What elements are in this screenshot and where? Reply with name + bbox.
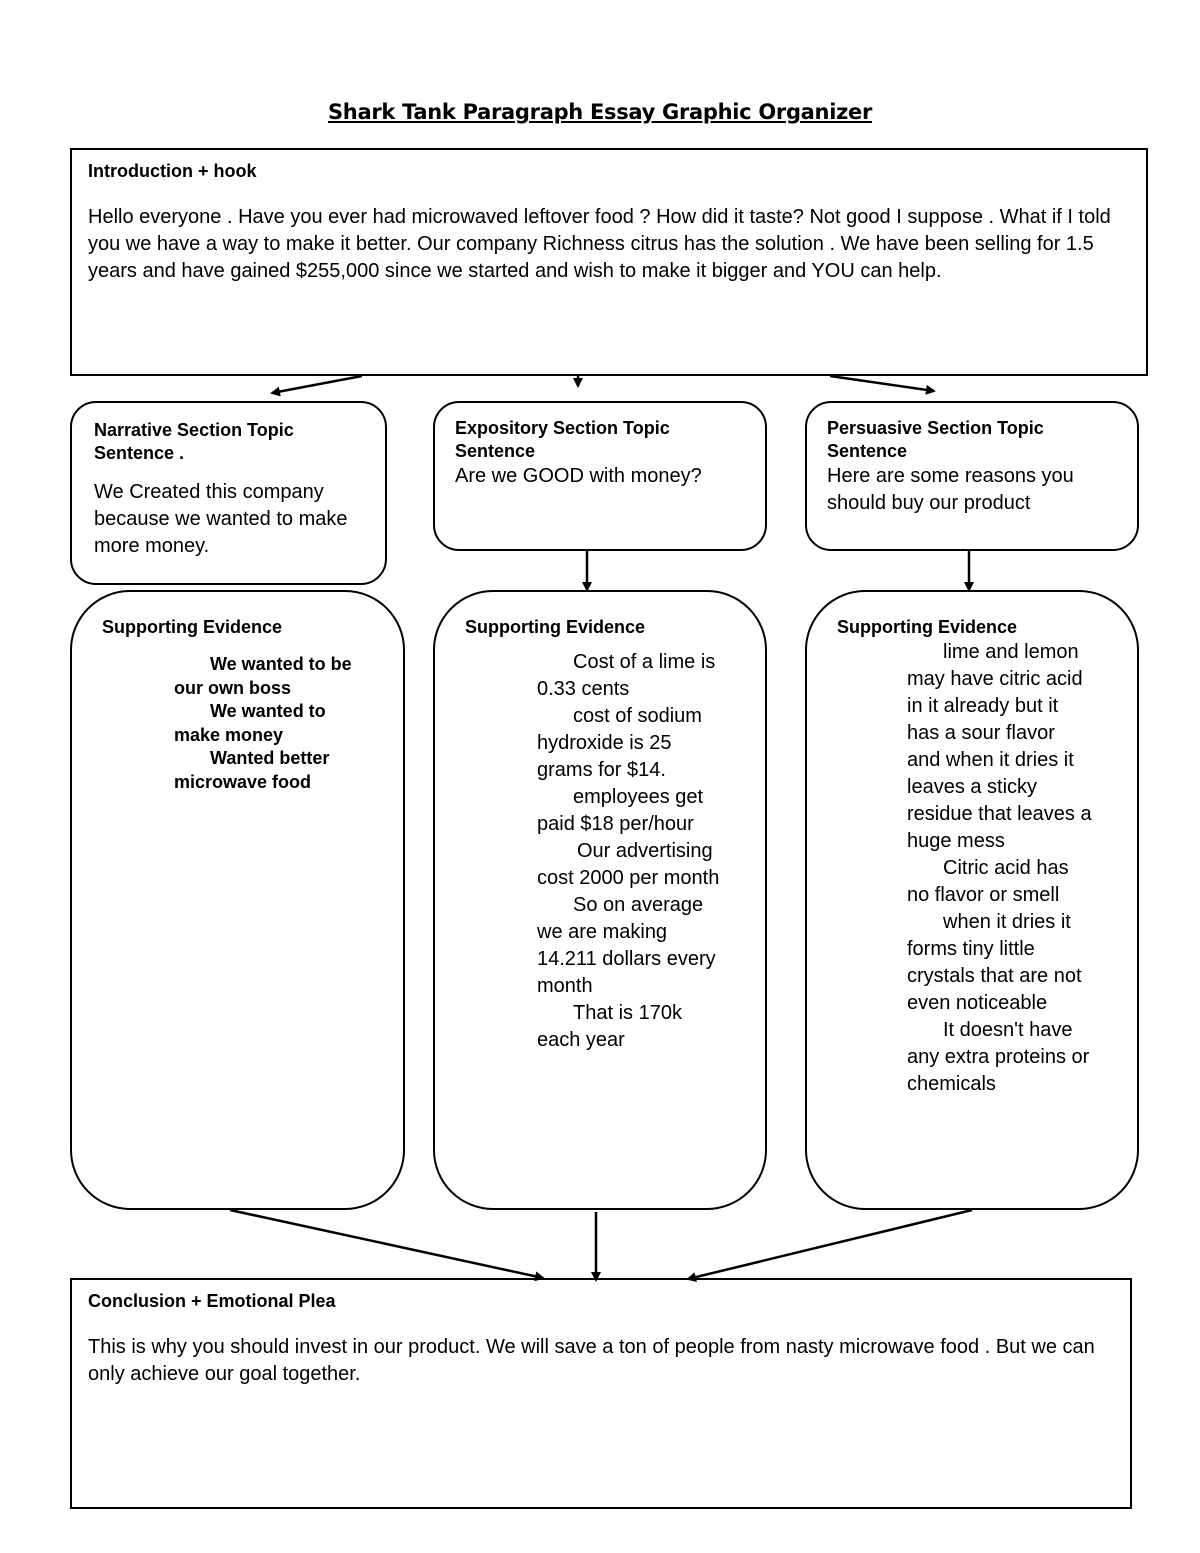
evidence-line: We wanted to be — [210, 654, 352, 674]
narrative-heading-line2: Sentence . — [94, 443, 185, 463]
evidence-line: has a sour flavor — [907, 722, 1055, 744]
arrow-intro-to-narrative — [272, 376, 362, 393]
persuasive-heading-line2: Sentence — [827, 441, 908, 461]
evidence-line: cost of sodium — [573, 705, 702, 727]
expository-evidence-heading: Supporting Evidence — [465, 617, 646, 637]
persuasive-topic-text: Here are some reasons you should buy our product — [827, 465, 1074, 514]
intro-text: Hello everyone . Have you ever had microwaved leftover food ? How did it taste? Not good I suppose . What if I told you we have a way to make it better. Our company Richness citrus has the solution . We have been selling for 1.5 years and have gained $255,000 since we started and wish to make it bigger and YOU can help. — [88, 206, 1111, 282]
evidence-line: Cost of a lime is — [573, 651, 716, 673]
expository-heading-line1: Expository Section Topic — [455, 418, 670, 438]
evidence-line: crystals that are not — [907, 965, 1082, 987]
evidence-line: 14.211 dollars every — [537, 948, 716, 970]
evidence-line: lime and lemon — [943, 641, 1079, 663]
evidence-line: in it already but it — [907, 695, 1059, 717]
evidence-line: chemicals — [907, 1073, 996, 1095]
evidence-line: Citric acid has — [943, 857, 1069, 879]
evidence-line: we are making — [537, 921, 668, 943]
persuasive-evidence-heading: Supporting Evidence — [837, 617, 1018, 637]
evidence-line: paid $18 per/hour — [537, 813, 694, 835]
arrow-narrative-evidence-to-conclusion — [230, 1210, 543, 1278]
evidence-line: Wanted better — [210, 748, 330, 768]
evidence-line: when it dries it — [943, 911, 1071, 933]
evidence-line: cost 2000 per month — [537, 867, 720, 889]
evidence-line: So on average — [573, 894, 704, 916]
evidence-line: even noticeable — [907, 992, 1048, 1014]
evidence-line: We wanted to — [210, 701, 326, 721]
persuasive-heading-line1: Persuasive Section Topic — [827, 418, 1044, 438]
evidence-line: no flavor or smell — [907, 884, 1060, 906]
evidence-line: any extra proteins or — [907, 1046, 1090, 1068]
evidence-line: month — [537, 975, 593, 997]
evidence-line: grams for $14. — [537, 759, 666, 781]
evidence-line: our own boss — [174, 677, 291, 698]
narrative-topic-text: We Created this company because we wanted to make more money. — [94, 481, 348, 557]
evidence-line: residue that leaves a — [907, 803, 1092, 825]
evidence-line: Our advertising — [577, 840, 713, 862]
narrative-evidence-heading: Supporting Evidence — [102, 617, 283, 637]
evidence-line: leaves a sticky — [907, 776, 1038, 798]
arrow-intro-to-persuasive — [830, 376, 934, 391]
evidence-line: make money — [174, 724, 284, 745]
conclusion-heading: Conclusion + Emotional Plea — [88, 1291, 336, 1311]
evidence-line: may have citric acid — [907, 668, 1083, 690]
evidence-line: hydroxide is 25 — [537, 732, 672, 754]
evidence-line: forms tiny little — [907, 938, 1035, 960]
evidence-line: microwave food — [174, 771, 312, 792]
page-title: Shark Tank Paragraph Essay Graphic Organizer — [327, 100, 873, 124]
evidence-line: employees get — [573, 786, 704, 808]
evidence-line: each year — [537, 1029, 625, 1051]
narrative-heading-line1: Narrative Section Topic — [94, 420, 294, 440]
expository-heading-line2: Sentence — [455, 441, 536, 461]
evidence-line: 0.33 cents — [537, 678, 630, 700]
evidence-line: huge mess — [907, 830, 1005, 852]
conclusion-text: This is why you should invest in our product. We will save a ton of people from nasty microwave food . But we can only achieve our goal together. — [88, 1336, 1095, 1385]
evidence-line: It doesn't have — [943, 1019, 1073, 1041]
evidence-line: and when it dries it — [907, 749, 1074, 771]
intro-heading: Introduction + hook — [88, 161, 257, 181]
arrow-persuasive-evidence-to-conclusion — [688, 1210, 972, 1279]
evidence-line: That is 170k — [573, 1002, 682, 1024]
expository-topic-text: Are we GOOD with money? — [455, 465, 702, 487]
